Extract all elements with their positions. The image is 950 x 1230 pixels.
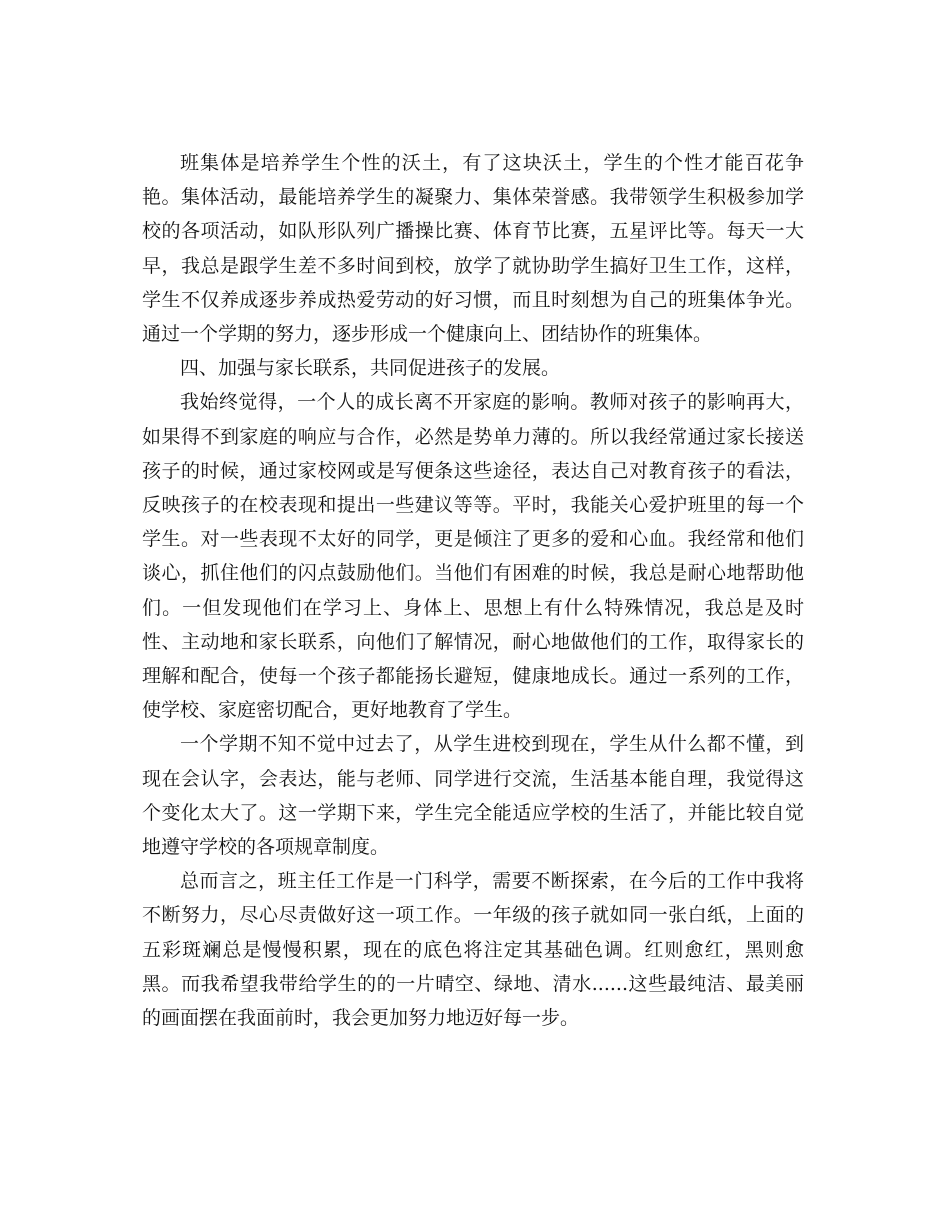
paragraph-class-collective: 班集体是培养学生个性的沃土，有了这块沃土，学生的个性才能百花争艳。集体活动，最能培养学生的凝聚力、集体荣誉感。我带领学生积极参加学校的各项活动，如队形队列广播操比赛、体育节比赛，五星评比等。每天一大早，我总是跟学生差不多时间到校，放学了就协助学生搞好卫生工作，这样，学生不仅养成逐步养成热爱劳动的好习惯，而且时刻想为自己的班集体争光。通过一个学期的努力，逐步形成一个健康向上、团结协作的班集体。: [142, 152, 804, 346]
paragraph-semester-summary: 一个学期不知不觉中过去了，从学生进校到现在，学生从什么都不懂，到现在会认字，会表达，能与老师、同学进行交流，生活基本能自理，我觉得这个变化太大了。这一学期下来，学生完全能适应学校的生活了，并能比较自觉地遵守学校的各项规章制度。: [142, 733, 804, 859]
section-heading-parent-contact: 四、加强与家长联系，共同促进孩子的发展。: [180, 357, 561, 380]
paragraph-family-influence: 我始终觉得，一个人的成长离不开家庭的影响。教师对孩子的影响再大，如果得不到家庭的响应与合作，必然是势单力薄的。所以我经常通过家长接送孩子的时候，通过家校网或是写便条这些途径，表达自己对教育孩子的看法，反映孩子的在校表现和提出一些建议等等。平时，我能关心爱护班里的每一个学生。对一些表现不太好的同学，更是倾注了更多的爱和心血。我经常和他们谈心，抓住他们的闪点鼓励他们。当他们有困难的时候，我总是耐心地帮助他们。一但发现他们在学习上、身体上、思想上有什么特殊情况，我总是及时性、主动地和家长联系，向他们了解情况，耐心地做他们的工作，取得家长的理解和配合，使每一个孩子都能扬长避短，健康地成长。通过一系列的工作，使学校、家庭密切配合，更好地教育了学生。: [142, 391, 804, 722]
document-body: [142, 146, 804, 1035]
paragraph-conclusion: 总而言之，班主任工作是一门科学，需要不断探索，在今后的工作中我将不断努力，尽心尽责做好这一项工作。一年级的孩子就如同一张白纸，上面的五彩斑斓总是慢慢积累，现在的底色将注定其基础色调。红则愈红，黑则愈黑。而我希望我带给学生的的一片晴空、绿地、清水......这些最纯洁、最美丽的画面摆在我面前时，我会更加努力地迈好每一步。: [142, 870, 804, 1030]
